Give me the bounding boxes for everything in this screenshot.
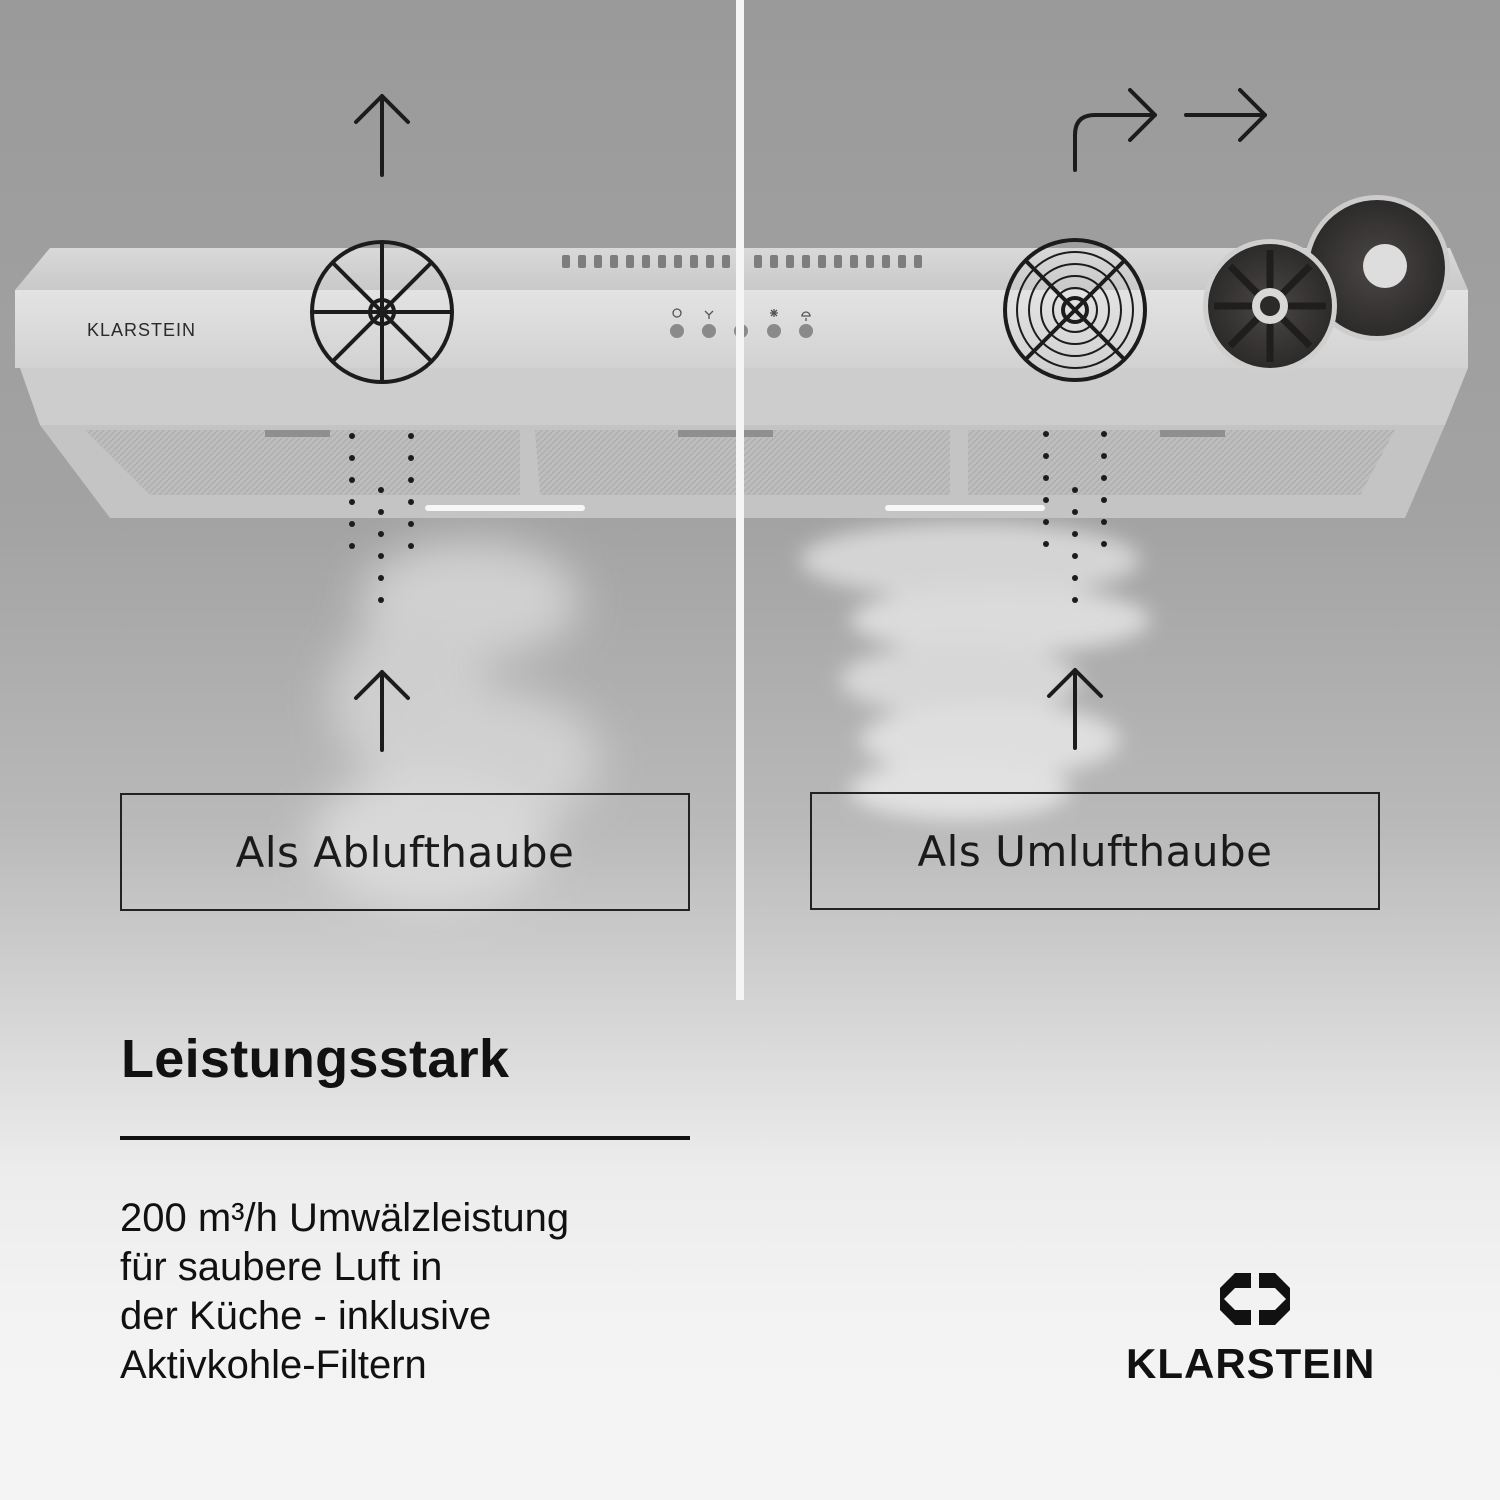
headline: Leistungsstark: [121, 1029, 510, 1089]
split-divider: [736, 0, 744, 1000]
description-line: für saubere Luft in: [120, 1245, 443, 1289]
recirculation-mode-label: Als Umlufthaube: [810, 792, 1380, 910]
headline-rule: [120, 1136, 690, 1140]
fan-high-icon: [770, 309, 778, 317]
arrow-turn-right-icon: [1075, 90, 1155, 170]
description-line: der Küche - inklusive: [120, 1294, 492, 1338]
hood-brand-label: KLARSTEIN: [87, 320, 197, 340]
arrow-up-icon: [356, 96, 408, 175]
arrow-right-icon: [1186, 90, 1265, 140]
fan-icon: [312, 242, 452, 382]
smoke-right: [800, 522, 1150, 820]
description-line: Aktivkohle-Filtern: [120, 1343, 427, 1387]
brand-wordmark: KLARSTEIN: [1126, 1340, 1376, 1387]
description: [120, 1194, 740, 1390]
description-line: 200 m³/h Umwälzleistung: [120, 1196, 570, 1240]
exhaust-mode-label: Als Ablufthaube: [120, 793, 690, 911]
